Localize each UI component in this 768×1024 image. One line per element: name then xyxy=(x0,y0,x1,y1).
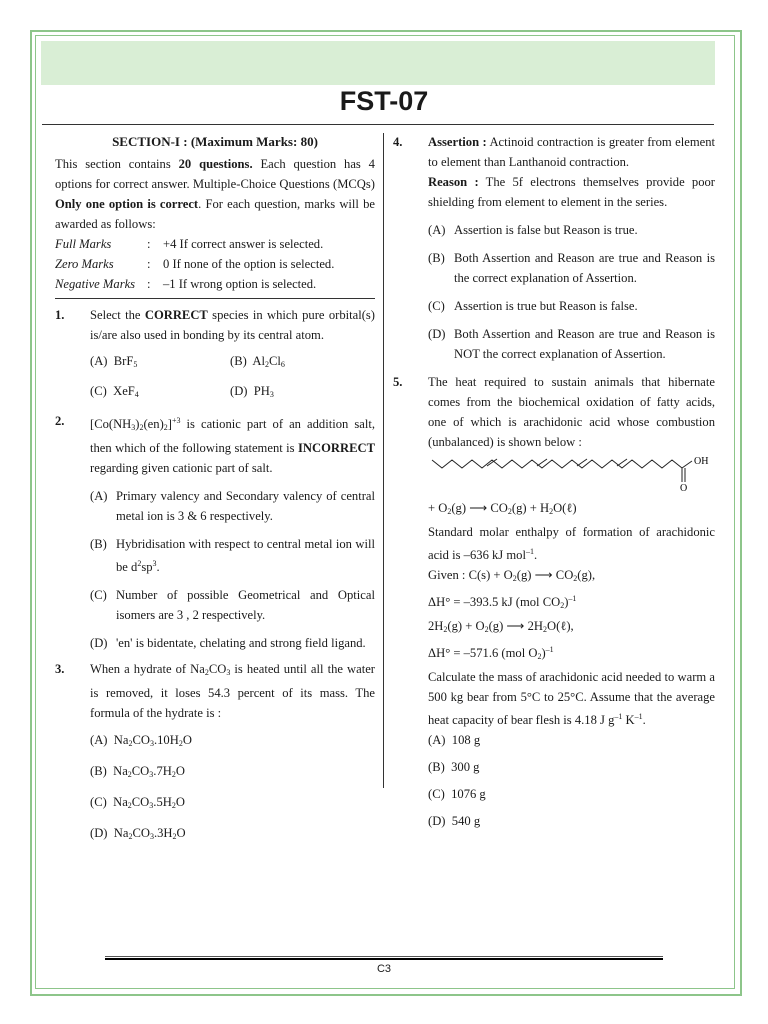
title-divider xyxy=(42,124,714,125)
q5-option-b[interactable]: (B) 300 g xyxy=(428,760,480,774)
q4-option-a[interactable]: (A) Assertion is false but Reason is true. xyxy=(428,223,638,237)
question-5: 5. The heat required to sustain animals that hibernate comes from the biochemical oxidation of fatty acids, one of which is arachidonic acid whose combustion (unbalanced) is shown below : xyxy=(393,375,715,449)
question-4: 4. Assertion : Actinoid contraction is greater from element to element than Lanthanoid contraction. Reason : The 5f electrons themselves provide poor shielding from element to element in the series. xyxy=(393,135,715,209)
combustion-equation: + $O_2(g)$ ⟶ $CO_2(g)$ + $H_2O(\ell)$ xyxy=(428,501,577,516)
q3-option-b[interactable]: (B) $Na_2CO_3.7H_2O$ xyxy=(90,764,185,779)
q3-option-a[interactable]: (A) $Na_2CO_3.10H_2O$ xyxy=(90,733,192,748)
q3-option-c[interactable]: (C) $Na_2CO_3.5H_2O$ xyxy=(90,795,185,810)
given-dh-1: ΔH° = –393.5 kJ (mol $CO_2)^{-1}$ xyxy=(428,594,577,610)
question-2: 2. $[Co(NH_3)_2(en)_2]^{+3}$ is cationic part of an addition salt, then which of the following statement is INCORRECT regarding given cationic part of salt. xyxy=(55,414,375,475)
question-1: 1. Select the CORRECT species in which pure orbital(s) is/are also used in bonding by its central atom. xyxy=(55,308,375,342)
q5-option-c[interactable]: (C) 1076 g xyxy=(428,787,486,801)
section-intro: This section contains 20 questions. Each question has 4 options for correct answer. Multiple-Choice Questions (MCQs) Only one option is correct. For each question, marks will be awarded as follows: xyxy=(55,157,375,231)
calc-statement: Calculate the mass of arachidonic acid needed to warm a 500 kg bear from 5°C to 25°C. Assume that the average heat capacity of bear flesh is 4.18 J $g^{-1}$ $K^{-1}$. xyxy=(428,670,715,727)
page-title: FST-07 xyxy=(339,86,429,116)
q4-option-b[interactable]: (B) Both Assertion and Reason are true and Reason is the correct explanation of Assertion. xyxy=(428,251,715,285)
q1-option-b[interactable]: (B) $Al_2Cl_6$ xyxy=(230,354,285,369)
q3-option-d[interactable]: (D) $Na_2CO_3.3H_2O$ xyxy=(90,826,186,841)
q1-option-a[interactable]: (A) BrF$_5$ xyxy=(90,354,138,369)
q5-option-a[interactable]: (A) 108 g xyxy=(428,733,481,747)
section-divider xyxy=(55,298,375,299)
q5-option-d[interactable]: (D) 540 g xyxy=(428,814,481,828)
left-column xyxy=(55,132,375,847)
column-divider xyxy=(383,133,384,788)
marks-full: Full Marks : +4 If correct answer is selected. xyxy=(55,237,324,251)
q2-option-c[interactable]: (C) Number of possible Geometrical and Optical isomers are 3 , 2 respectively. xyxy=(90,588,375,622)
given-eq-1: Given : $C(s) + O_2(g)$ ⟶ $CO_2(g)$, xyxy=(428,568,596,583)
q2-option-b[interactable]: (B) Hybridisation with respect to central metal ion will be $d^2sp^3$. xyxy=(90,537,375,574)
page-number: C3 xyxy=(376,963,392,975)
footer-divider-thin xyxy=(105,956,663,957)
given-dh-2: ΔH° = –571.6 (mol $O_2)^{-1}$ xyxy=(428,645,554,661)
header-band xyxy=(41,41,715,85)
q4-option-c[interactable]: (C) Assertion is true but Reason is false. xyxy=(428,299,638,313)
q1-option-c[interactable]: (C) XeF$_4$ xyxy=(90,384,139,399)
marks-negative: Negative Marks : –1 If wrong option is selected. xyxy=(55,277,317,291)
right-column xyxy=(393,132,715,831)
std-enthalpy: Standard molar enthalpy of formation of arachidonic acid is –636 kJ mol$^{-1}$. xyxy=(428,525,715,562)
q2-option-a[interactable]: (A) Primary valency and Secondary valency of central metal ion is 3 & 6 respectively. xyxy=(90,489,375,523)
q4-option-d[interactable]: (D) Both Assertion and Reason are true and Reason is NOT the correct explanation of Assertion. xyxy=(428,327,715,361)
o-label: O xyxy=(680,483,688,492)
footer-divider xyxy=(105,958,663,960)
q1-options xyxy=(90,351,375,405)
question-3: 3. When a hydrate of $Na_2CO_3$ is heated until all the water is removed, it loses 54.3 percent of its mass. The formula of the hydrate is : xyxy=(55,662,375,720)
oh-label: OH xyxy=(694,456,709,467)
arachidonic-acid-structure-icon xyxy=(428,454,715,492)
q1-option-d[interactable]: (D) $PH_3$ xyxy=(230,384,274,399)
q2-option-d[interactable]: (D) 'en' is bidentate, chelating and strong field ligand. xyxy=(90,636,366,650)
given-eq-2: $2H_2(g) + O_2(g)$ ⟶ $2H_2O(\ell)$, xyxy=(428,619,574,634)
section-heading: SECTION-I : (Maximum Marks: 80) xyxy=(112,134,318,149)
marks-zero: Zero Marks : 0 If none of the option is selected. xyxy=(55,257,335,271)
